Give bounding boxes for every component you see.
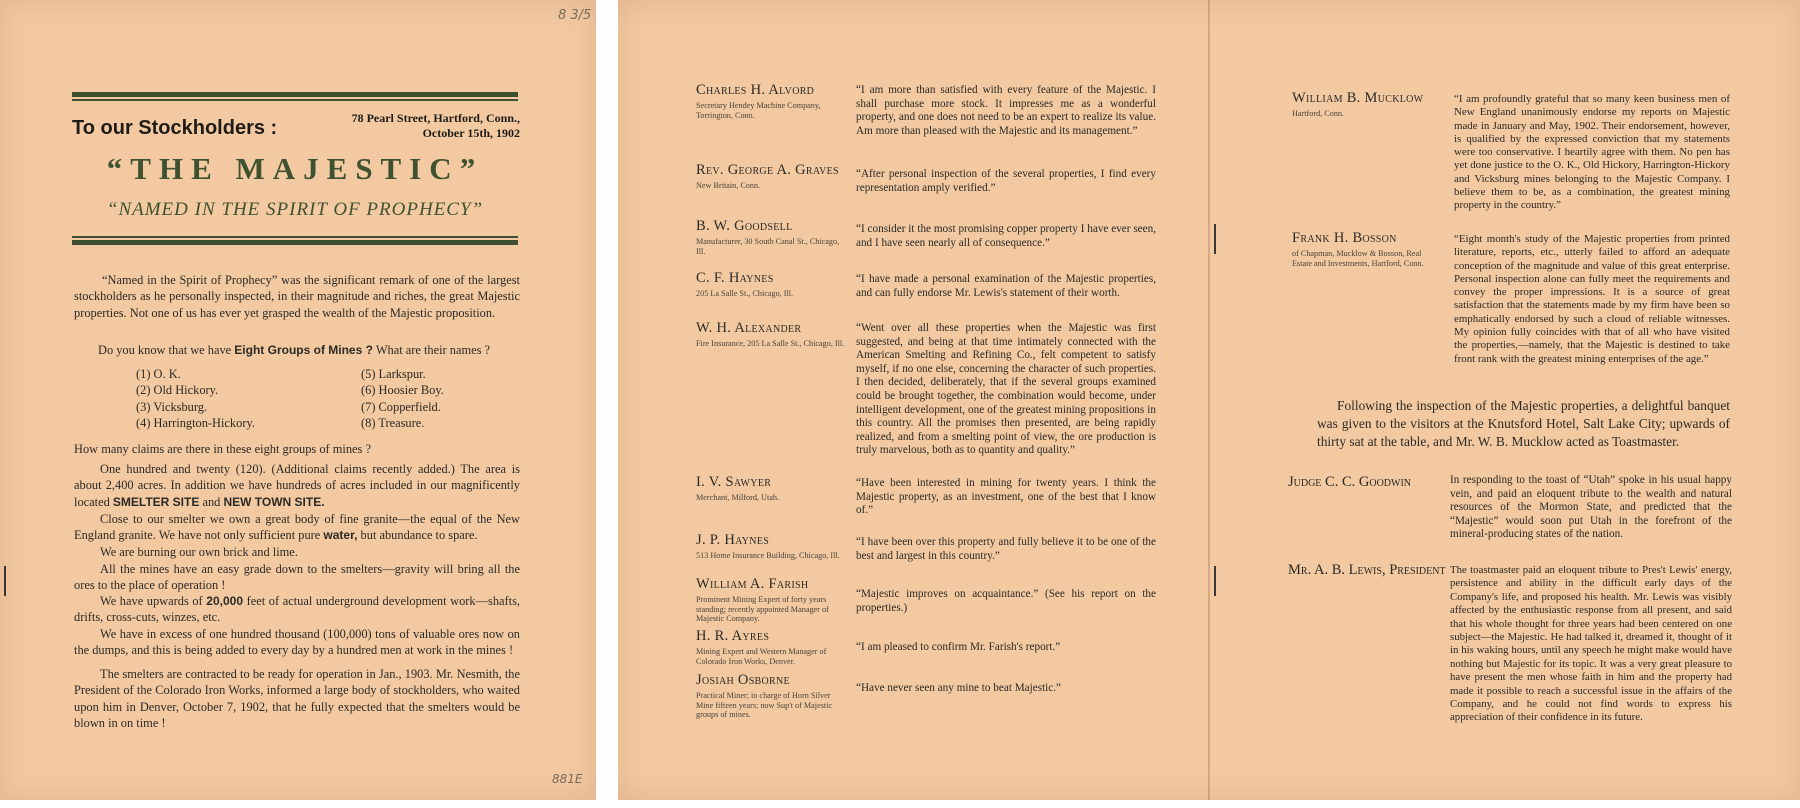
water-bold: water, <box>323 528 358 543</box>
center-fold <box>1208 0 1210 800</box>
binding-mark <box>1214 224 1216 254</box>
testimonial-author <box>696 576 846 624</box>
granite-text-end: but abundance to spare. <box>360 528 478 543</box>
author-title: Manufacturer, 30 South Canal St., Chicago, Ill. <box>696 237 840 256</box>
author-name: Josiah Osborne <box>696 672 790 688</box>
granite-paragraph <box>74 511 520 544</box>
speaker-remarks: In responding to the toast of “Utah” spoke in his usual happy vein, and paid an eloquent tribute to the wealth and natural resources of the Mormon State, and predicted that the “Majestic” would soon put Utah in the forefront of the mineral-producing states of the nation. <box>1450 474 1732 541</box>
author-title: Secretary Hendey Machine Company, Torrington, Conn. <box>696 101 821 120</box>
binding-mark <box>1214 566 1216 596</box>
author-title: Hartford, Conn. <box>1292 109 1345 118</box>
gravity-paragraph: All the mines have an easy grade down to the smelters—gravity will bring all the ores to the place of operation ! <box>74 562 520 593</box>
author-title: Mining Expert and Western Manager of Colorado Iron Works, Denver. <box>696 647 827 666</box>
smelter-site-bold: SMELTER SITE <box>112 494 200 509</box>
author-name: W. H. Alexander <box>696 320 802 336</box>
testimonial-quote: “I am profoundly grateful that so many keen business men of New England unanimously endorse my reports on Majestic made in January and May, 1902. Their endorsement, however, is qualified by the expressed conviction that my statements were too conservative. I heartily agree with them. No pen has yet done justice to the O. K., Old Hickory, Harrington-Hickory and Vicksburg mines belonging to the Majestic Company. I believe them to be, as a combination, the greatest mining property in the country.” <box>1454 93 1730 212</box>
testimonial-quote: “I have been over this property and fully believe it to be one of the best and largest in this country.” <box>856 536 1156 562</box>
list-item: (6) Hoosier Boy. <box>361 383 444 398</box>
testimonial-quote: “Majestic improves on acquaintance.” (See his report on the properties.) <box>856 588 1156 614</box>
claims-paragraph <box>74 461 520 510</box>
testimonial-author <box>696 474 846 503</box>
testimonial-quote: “Have never seen any mine to beat Majestic.” <box>856 682 1062 694</box>
address-block <box>330 111 520 141</box>
question-text-b: What are their names ? <box>375 343 491 357</box>
testimonial-quote: “Have been interested in mining for twenty years. I think the Majestic property, as an investment, one of the best that I know of.” <box>856 477 1156 517</box>
mines-question <box>98 342 518 358</box>
author-title: New Britain, Conn. <box>696 181 761 190</box>
author-name: Rev. George A. Graves <box>696 162 839 178</box>
list-item: (7) Copperfield. <box>361 399 441 414</box>
document-title: “THE MAJESTIC” <box>106 151 484 186</box>
author-title: 513 Home Insurance Building, Chicago, Ill. <box>696 551 840 560</box>
list-item: (4) Harrington-Hickory. <box>136 416 255 431</box>
testimonial-author <box>696 270 846 299</box>
claims-question: How many claims are there in these eight groups of mines ? <box>74 442 371 456</box>
testimonial-author <box>696 162 846 191</box>
smelters-paragraph: The smelters are contracted to be ready for operation in Jan., 1903. Mr. Nesmith, the President of the Colorado Iron Works, informed a large body of stockholders, who waited upon him in Denver, October 7, 1902, that he fully expected that the smelters would be blown in on time ! <box>74 667 520 731</box>
testimonial-quote: “I am pleased to confirm Mr. Farish's report.” <box>856 641 1061 653</box>
author-name: C. F. Haynes <box>696 270 774 286</box>
bottom-green-rule <box>72 236 518 245</box>
left-page <box>0 0 596 800</box>
list-item: (1) O. K. <box>136 367 181 381</box>
author-title: Fire Insurance, 205 La Salle St., Chicago, Ill. <box>696 339 845 348</box>
author-name: H. R. Ayres <box>696 628 770 644</box>
author-title: Practical Miner; in charge of Horn Silver Mine fifteen years; now Sup't of Majestic groups of mines. <box>696 691 833 719</box>
testimonial-author <box>696 82 846 120</box>
address-line: 78 Pearl Street, Hartford, Conn., <box>351 111 520 125</box>
testimonial-author <box>696 320 846 349</box>
mines-list <box>136 366 496 432</box>
list-item: (2) Old Hickory. <box>136 383 219 398</box>
author-name: J. P. Haynes <box>696 532 770 548</box>
author-title: 205 La Salle St., Chicago, Ill. <box>696 289 794 298</box>
speaker-name: Judge C. C. Goodwin <box>1288 474 1412 490</box>
development-text: We have upwards of <box>100 594 203 608</box>
top-green-rule <box>72 92 518 101</box>
testimonial-author <box>696 672 846 720</box>
feet-bold: 20,000 <box>206 594 243 608</box>
mines-column-left <box>136 366 361 432</box>
brick-paragraph: We are burning our own brick and lime. <box>100 545 298 559</box>
greeting-heading: To our Stockholders : <box>72 117 278 139</box>
pencil-annotation-bottom: 881E <box>552 772 583 786</box>
granite-text: Close to our smelter we own a great body of fine granite—the equal of the New England granite. We have not only sufficient pure <box>74 512 520 543</box>
claims-text: One hundred and twenty (120). (Additional claims recently added.) The area is about 2,400 acres. In addition we have hundreds of acres included in our magnificently located <box>74 462 520 509</box>
testimonial-quote: “Eight month's study of the Majestic properties from printed literature, reports, etc., utterly failed to afford an adequate conception of the magnitude and value of this great enterprise. Personal inspection alone can fully meet the requirements and convey the proper impressions. It is a source of great satisfaction that the statements made by my firm have been so emphatically endorsed by such a cloud of reliable witnesses. My opinion fully coincides with that of all who have visited the properties,—namely, that the Majestic is destined to take front rank with the greatest mining enterprises of the age.” <box>1454 233 1730 365</box>
testimonial-author <box>696 532 846 561</box>
author-name: William B. Mucklow <box>1292 90 1424 106</box>
testimonial-author <box>1292 90 1442 119</box>
author-name: William A. Farish <box>696 576 809 592</box>
testimonial-author <box>1292 230 1442 268</box>
banquet-paragraph: Following the inspection of the Majestic properties, a delightful banquet was given to the visitors at the Knutsford Hotel, Salt Lake City; upwards of thirty sat at the table, and Mr. W. B. Mucklow acted as Toastmaster. <box>1317 398 1730 449</box>
new-town-site-bold: NEW TOWN SITE. <box>223 494 325 509</box>
speaker-name: Mr. A. B. Lewis, President <box>1288 562 1446 578</box>
author-name: Frank H. Bosson <box>1292 230 1397 246</box>
margin-mark <box>4 566 6 596</box>
list-item: (8) Treasure. <box>361 416 425 431</box>
list-item: (5) Larkspur. <box>361 367 426 381</box>
author-name: Charles H. Alvord <box>696 82 815 98</box>
ores-paragraph: We have in excess of one hundred thousand (100,000) tons of valuable ores now on the dumps, and this is being added to every day by a hundred men at work in the mines ! <box>74 627 520 658</box>
date-line: October 15th, 1902 <box>422 126 520 140</box>
author-title: Merchant, Milford, Utah. <box>696 493 779 502</box>
testimonial-author <box>696 628 846 666</box>
testimonial-quote: “I have made a personal examination of the Majestic properties, and can fully endorse Mr. Lewis's statement of their worth. <box>856 273 1156 299</box>
development-paragraph <box>74 593 520 626</box>
testimonial-quote: “I am more than satisfied with every feature of the Majestic. I shall purchase more stock. It impresses me as a wonderful property, and one does not need to be an expert to realize its value. Am more than pleased with the Majestic and its management.” <box>856 84 1156 137</box>
pencil-annotation-top: 8 3/5 <box>558 8 592 23</box>
intro-paragraph: “Named in the Spirit of Prophecy” was the significant remark of one of the largest stockholders as he personally inspected, in their magnitude and riches, the great Majestic properties. Not one of us has ever yet grasped the wealth of the Majestic proposition. <box>74 273 520 320</box>
testimonial-quote: “I consider it the most promising copper property I have ever seen, and I have seen nearly all of consequence.” <box>856 223 1156 249</box>
question-text-a: Do you know that we have <box>98 343 232 357</box>
testimonials-spread <box>618 0 1800 800</box>
document-subtitle: “NAMED IN THE SPIRIT OF PROPHECY” <box>106 199 484 220</box>
speaker-remarks: The toastmaster paid an eloquent tribute to Pres't Lewis' energy, persistence and ability in the difficult early days of the Company's life, and proposed his health. Mr. Lewis was visibly affected by the enthusiastic response from all present, and said that his whole thought for three years had been centered on one subject—the Majestic. He had talked it, dreamed it, thought of it in his waking hours, until any speech he might make would have nothing but Majestic for its topic. It was a very great pleasure to have present the men whose faith in him and the property had made it possible to reach a successful issue in the affairs of the Company, and he could not find words to express his appreciation of their confidence in its future. <box>1450 564 1732 724</box>
author-name: I. V. Sawyer <box>696 474 772 490</box>
testimonial-quote: “After personal inspection of the several properties, I find every representation amply verified.” <box>856 168 1156 194</box>
list-item: (3) Vicksburg. <box>136 399 208 414</box>
author-title: Prominent Mining Expert of forty years standing; recently appointed Manager of Majestic Company. <box>696 595 829 623</box>
author-name: B. W. Goodsell <box>696 218 793 234</box>
question-bold: Eight Groups of Mines ? <box>234 343 373 357</box>
author-title: of Chapman, Mucklow & Bosson, Real Estate and Investments, Hartford, Conn. <box>1292 249 1424 268</box>
development-text-end: feet of actual underground development work—shafts, drifts, cross-cuts, winzes, etc. <box>74 594 521 625</box>
testimonial-author <box>696 218 846 256</box>
testimonial-quote: “Went over all these properties when the Majestic was first suggested, and being at that time intimately connected with the American Smelting and Refining Co., felt competent to satisfy myself, if no one else, concerning the character of such properties. I then decided, deliberately, that if the several groups examined could be brought together, the combination would become, under intelligent development, one of the greatest mining propositions in this country. All the promises then presented, are being rapidly realized, and from a smelting point of view, the ore production is truly marvelous, both as to quantity and quality.” <box>856 322 1156 457</box>
mines-column-right <box>361 366 491 432</box>
conjunction: and <box>202 494 221 509</box>
